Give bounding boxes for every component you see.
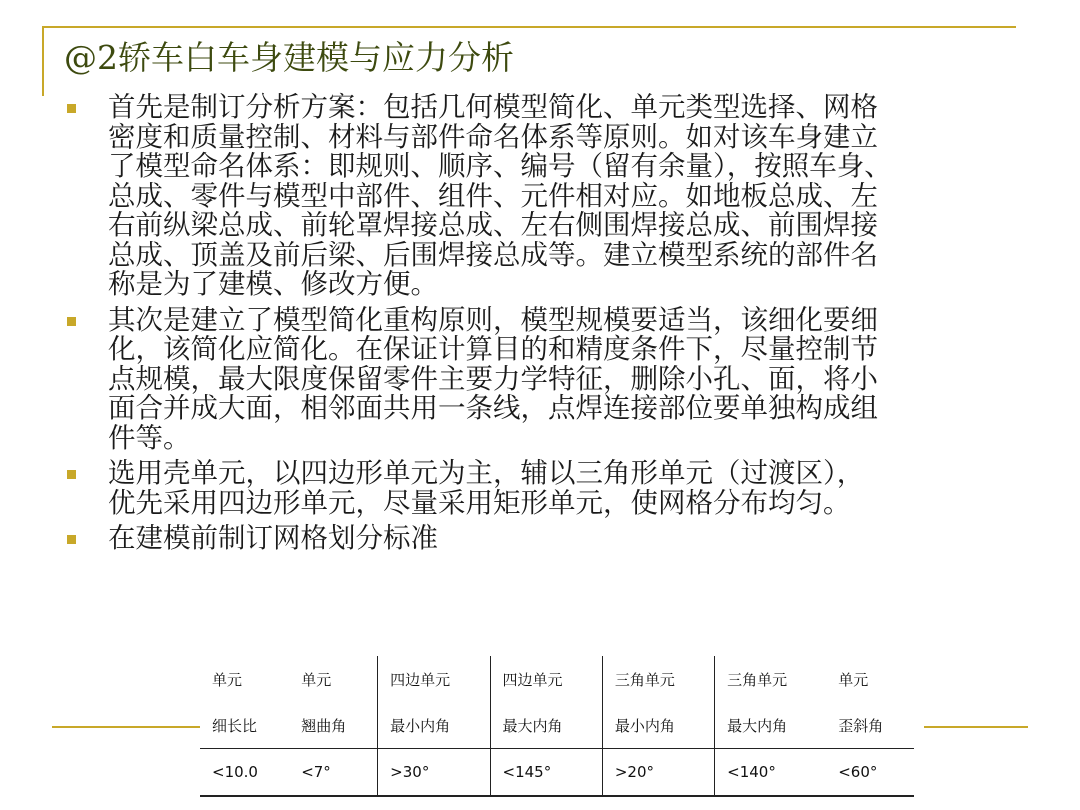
mesh-standard-table <box>200 656 914 797</box>
table-cell: 最大内角 <box>715 702 827 749</box>
footer-rule-left <box>52 726 200 728</box>
bullet-line: 点规模，最大限度保留零件主要力学特征，删除小孔、面，将小 <box>108 362 878 395</box>
bullet-line: 右前纵梁总成、前轮罩焊接总成、左右侧围焊接总成、前围焊接 <box>108 209 878 241</box>
table-cell: 单元 <box>301 670 332 689</box>
bullet-square-icon <box>67 535 76 544</box>
bullet-line: 选用壳单元，以四边形单元为主，辅以三角形单元（过渡区）， <box>108 457 865 489</box>
bullet-item <box>62 524 1022 554</box>
bullet-list <box>62 93 1022 560</box>
table-cell: 歪斜角 <box>826 702 914 749</box>
bullet-line: 优先采用四边形单元，尽量采用矩形单元，使网格分布均匀。 <box>108 486 851 519</box>
bullet-line: 首先是制订分析方案：包括几何模型简化、单元类型选择、网格 <box>108 91 878 123</box>
table-cell: 单元 <box>212 670 243 689</box>
table-row <box>200 749 914 797</box>
table-header-row <box>200 656 914 702</box>
table-cell: <10.0 <box>200 749 289 797</box>
bullet-square-icon <box>67 104 76 113</box>
table-cell: 最大内角 <box>490 702 602 749</box>
bullet-line: 称是为了建模、修改方便。 <box>108 268 438 300</box>
bullet-item <box>62 459 1022 518</box>
bullet-line: 面合并成大面，相邻面共用一条线，点焊连接部位要单独构成组 <box>108 392 878 424</box>
bullet-line: 总成、顶盖及前后梁、后围焊接总成等。建立模型系统的部件名 <box>108 238 878 271</box>
bullet-line: 其次是建立了模型简化重构原则，模型规模要适当，该细化要细 <box>108 303 878 336</box>
bullet-item <box>62 93 1022 300</box>
table-cell: 翘曲角 <box>289 702 377 749</box>
bullet-square-icon <box>67 470 76 479</box>
footer-rule-right <box>924 726 1028 728</box>
table-cell: <140° <box>715 749 827 797</box>
bullet-item <box>62 303 1022 454</box>
title-rule-top <box>42 26 1016 28</box>
slide-title: @2轿车白车身建模与应力分析 <box>64 38 514 77</box>
bullet-line: 了模型命名体系：即规则、顺序、编号（留有余量），按照车身、 <box>108 150 892 182</box>
table-cell: 四边单元 <box>378 656 490 702</box>
table-cell: <60° <box>826 749 914 797</box>
table-cell: 细长比 <box>200 702 289 749</box>
table-cell: 三角单元 <box>715 656 827 702</box>
table-header-row <box>200 702 914 749</box>
table-cell: <7° <box>289 749 377 797</box>
table-cell: 最小内角 <box>378 702 490 749</box>
bullet-line: 化，该简化应简化。在保证计算目的和精度条件下，尽量控制节 <box>108 333 878 365</box>
bullet-line: 总成、零件与模型中部件、组件、元件相对应。如地板总成、左 <box>108 179 878 212</box>
table-cell: 四边单元 <box>490 656 602 702</box>
bullet-line: 件等。 <box>108 421 191 454</box>
bullet-line: 密度和质量控制、材料与部件命名体系等原则。如对该车身建立 <box>108 120 878 153</box>
table-cell: 三角单元 <box>602 656 714 702</box>
bullet-square-icon <box>67 317 76 326</box>
bullet-line: 在建模前制订网格划分标准 <box>108 522 438 554</box>
table-cell: 单元 <box>838 670 869 689</box>
table-cell: >30° <box>378 749 490 797</box>
title-rule-left <box>42 26 44 96</box>
table-cell: 最小内角 <box>602 702 714 749</box>
table-cell: >20° <box>602 749 714 797</box>
table-cell: <145° <box>490 749 602 797</box>
